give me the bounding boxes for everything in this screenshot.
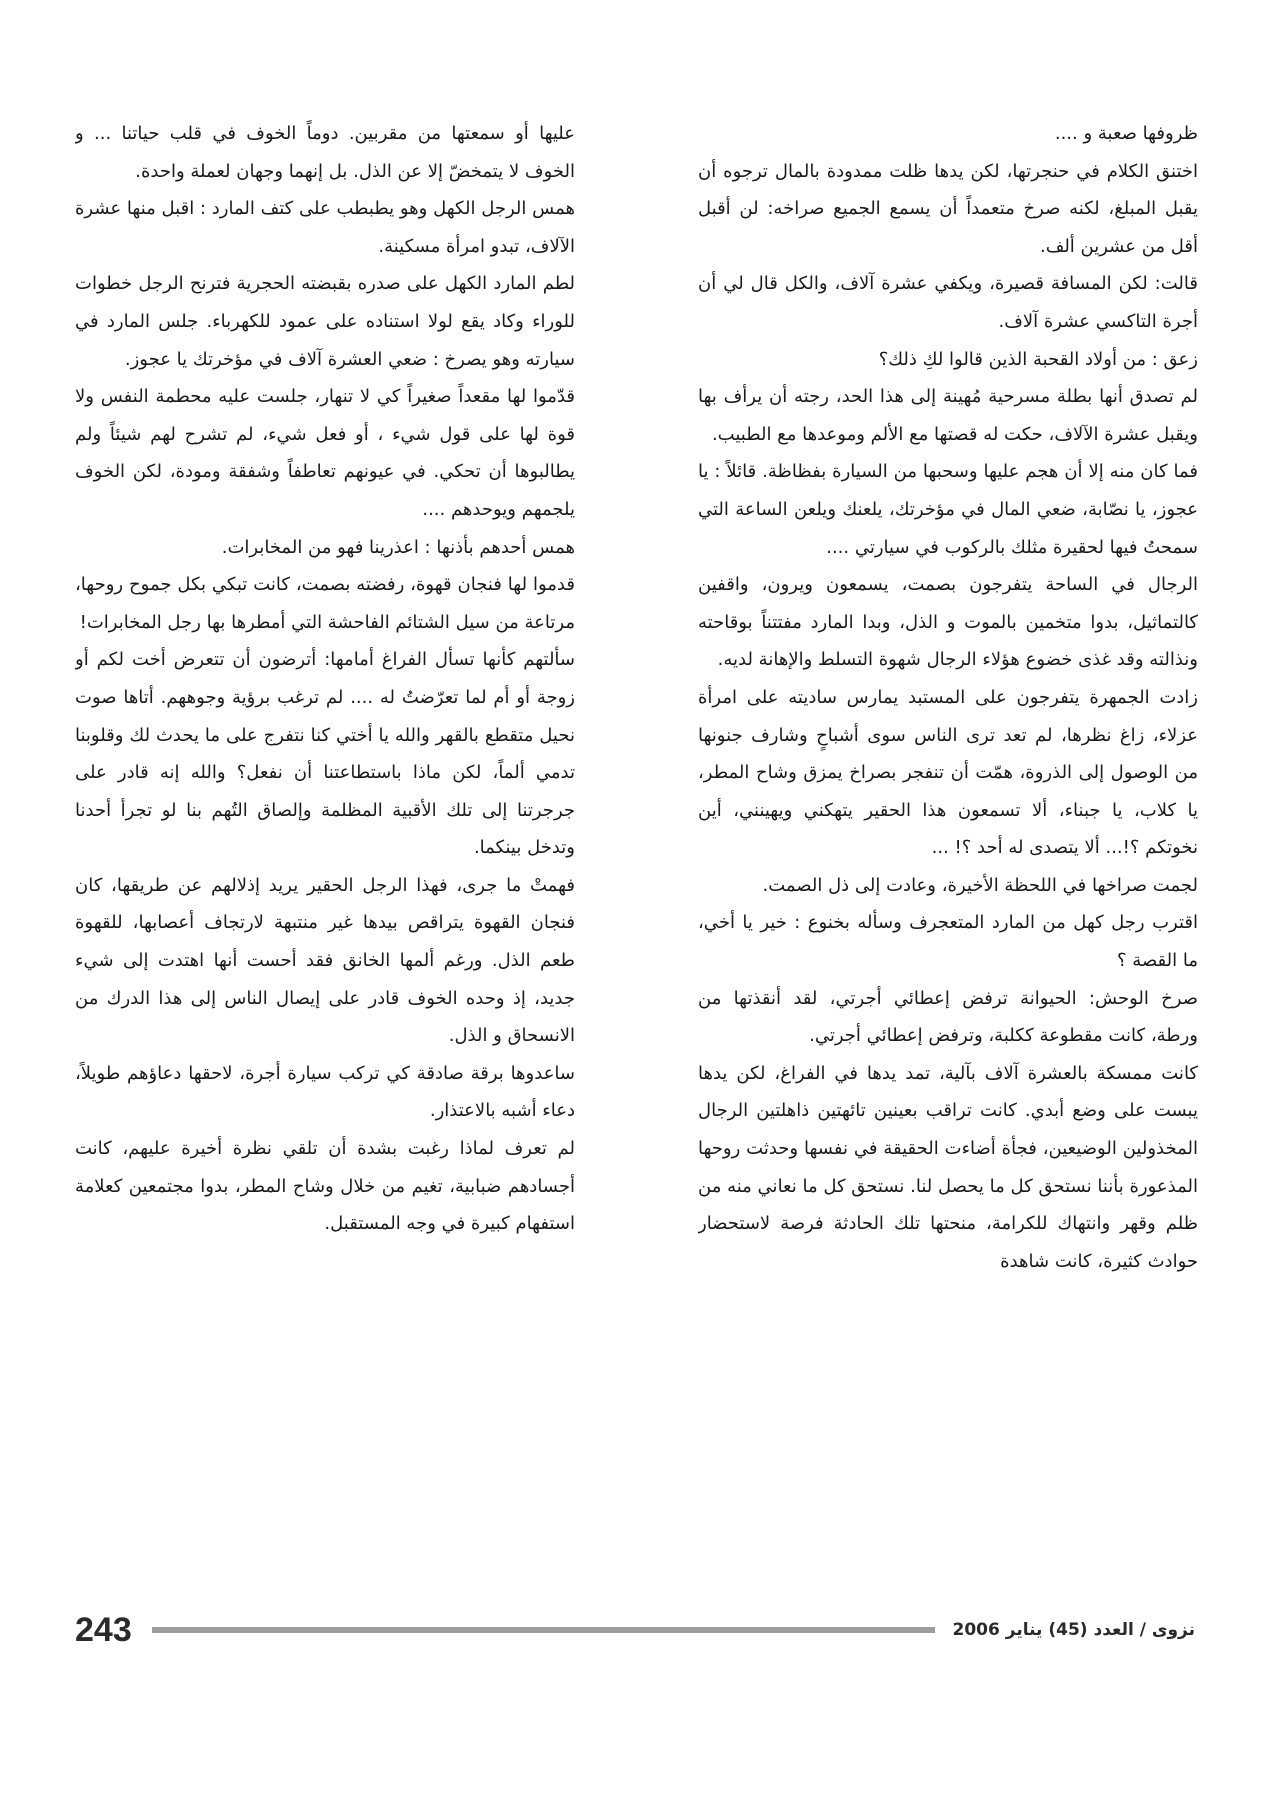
paragraph: ساعدوها برقة صادقة كي تركب سيارة أجرة، لاحقها دعاؤهم طويلاً، دعاء أشبه بالاعتذار. — [75, 1062, 575, 1122]
page-footer — [75, 1605, 1195, 1655]
article-column-right — [698, 115, 1198, 1585]
paragraph: قالت: لكن المسافة قصيرة، ويكفي عشرة آلاف، والكل قال لي أن أجرة التاكسي عشرة آلاف. — [698, 273, 1198, 332]
paragraph: فهمتْ ما جرى، فهذا الرجل الحقير يريد إذلالهم عن طريقها، كان فنجان القهوة يتراقص بيدها غير منتبهة لارتجاف أعصابها، للقهوة طعم الذل. ورغم ألمها الخانق فقد أحست أنها اهتدت إلى شيء جديد، إذ وحده الخوف قادر على إيصال الناس إلى هذا الدرك من الانسحاق و الذل. — [75, 874, 575, 1047]
paragraph: كانت ممسكة بالعشرة آلاف بآلية، تمد يدها في الفراغ، لكن يدها يبست على وضع أبدي. كانت تراقب بعينين تائهتين ذاهلتين الرجال المخذولين الوضيعين، فجأة أضاءت الحقيقة في نفسها وحدثت روحها المذعورة بأننا نستحق كل ما يحصل لنا. نستحق كل ما نعاني منه من ظلم وقهر وانتهاك للكرامة، منحتها تلك الحادثة فرصة لاستحضار حوادث كثيرة، كانت شاهدة — [698, 1062, 1198, 1272]
issue-info: نزوى / العدد (45) يناير 2006 — [952, 1620, 1195, 1640]
paragraph: عليها أو سمعتها من مقربين. دوماً الخوف في قلب حياتنا ... و الخوف لا يتمخضّ إلا عن الذل. بل إنهما وجهان لعملة واحدة. — [75, 123, 575, 182]
paragraph: همس أحدهم بأذنها : اعذرينا فهو من المخابرات. — [221, 536, 575, 558]
page-number: 243 — [75, 1610, 132, 1649]
paragraph: لم تصدق أنها بطلة مسرحية مُهينة إلى هذا الحد، رجته أن يرأف بها ويقبل عشرة الآلاف، حكت له قصتها مع الألم وموعدها مع الطبيب. — [698, 386, 1198, 445]
paragraph: لم تعرف لماذا رغبت بشدة أن تلقي نظرة أخيرة عليهم، كانت أجسادهم ضبابية، تغيم من خلال وشاح المطر، بدوا مجتمعين كعلامة استفهام كبيرة في وجه المستقبل. — [75, 1138, 575, 1235]
paragraph: زعق : من أولاد القحبة الذين قالوا لكِ ذلك؟ — [878, 348, 1198, 370]
paragraph: سألتهم كأنها تسأل الفراغ أمامها: أترضون أن تتعرض أخت لكم أو زوجة أو أم لما تعرّضتُ له .... لم ترغب برؤية وجوههم. أتاها صوت نحيل متقطع بالقهر والله يا أختي كنا نتفرج على ما يحدث لك وقلوبنا تدمي ألماً، لكن ماذا باستطاعتنا أن نفعل؟ والله إنه قادر على جرجرتنا إلى تلك الأقبية المظلمة وإلصاق التُهم بنا لو تجرأ أحدنا وتدخل بينكما. — [75, 649, 575, 859]
paragraph: قدموا لها فنجان قهوة، رفضته بصمت، كانت تبكي بكل جموح روحها، مرتاعة من سيل الشتائم الفاحشة التي أمطرها بها رجل المخابرات! — [75, 574, 575, 633]
paragraph: لجمت صراخها في اللحظة الأخيرة، وعادت إلى ذل الصمت. — [762, 874, 1198, 896]
paragraph: همس الرجل الكهل وهو يطبطب على كتف المارد : اقبل منها عشرة الآلاف، تبدو امرأة مسكينة. — [75, 198, 575, 257]
paragraph: ظروفها صعبة و .... — [1054, 123, 1198, 144]
article-column-left — [75, 115, 575, 1585]
paragraph: اختنق الكلام في حنجرتها، لكن يدها ظلت ممدودة بالمال ترجوه أن يقبل المبلغ، لكنه صرخ متعمداً أن يسمع الجميع صراخه: لن أقبل أقل من عشرين ألف. — [698, 160, 1198, 257]
footer-rule — [152, 1627, 935, 1633]
paragraph: اقترب رجل كهل من المارد المتعجرف وسأله بخنوع : خير يا أخي، ما القصة ؟ — [698, 912, 1198, 972]
paragraph: زادت الجمهرة يتفرجون على المستبد يمارس ساديته على امرأة عزلاء، زاغ نظرها، لم تعد ترى الناس سوى أشباحٍ وشارف جنونها من الوصول إلى الذروة، همّت أن تنفجر بصراخ يمزق وشاح المطر، يا كلاب، يا جبناء، ألا تسمعون هذا الحقير يتهكني ويهينني، أين نخوتكم ؟!... ألا يتصدى له أحد ؟! ... — [698, 686, 1198, 859]
paragraph: صرخ الوحش: الحيوانة ترفض إعطائي أجرتي، لقد أنقذتها من ورطة، كانت مقطوعة ككلبة، وترفض إعطائي أجرتي. — [698, 987, 1198, 1047]
paragraph: لطم المارد الكهل على صدره بقبضته الحجرية فترنح الرجل خطوات للوراء وكاد يقع لولا استناده على عمود للكهرباء. جلس المارد في سيارته وهو يصرخ : ضعي العشرة آلاف في مؤخرتك يا عجوز. — [75, 273, 575, 370]
paragraph: الرجال في الساحة يتفرجون بصمت، يسمعون ويرون، واقفين كالتماثيل، بدوا متخمين بالموت و الذل، وبدا المارد مفتتناً بوقاحته ونذالته وقد غذى خضوع هؤلاء الرجال شهوة التسلط والإهانة لديه. — [698, 574, 1198, 671]
paragraph: فما كان منه إلا أن هجم عليها وسحبها من السيارة بفظاظة. قائلاً : يا عجوز، يا نصّابة، ضعي المال في مؤخرتك، يلعنك ويلعن الساعة التي سمحتُ فيها لحقيرة مثلك بالركوب في سيارتي .... — [698, 461, 1198, 558]
paragraph: قدّموا لها مقعداً صغيراً كي لا تنهار، جلست عليه محطمة النفس ولا قوة لها على قول شيء ، أو فعل شيء، لم تشرح لهم شيئاً ولم يطالبوها أن تحكي. في عيونهم تعاطفاً وشفقة ومودة، لكن الخوف يلجمهم ويوحدهم .... — [75, 386, 575, 520]
